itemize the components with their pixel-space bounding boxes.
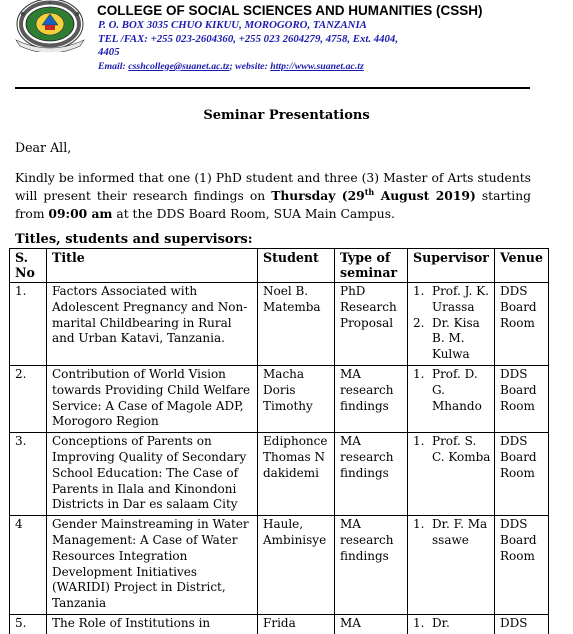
header-venue: Venue [495,249,549,283]
announcement-paragraph [15,170,531,223]
cell-title: The Role of Institutions in [47,614,258,633]
cell-student: Frida [258,614,335,633]
table-row [10,614,549,633]
cell-title: Gender Mainstreaming in Water Management: A Case of Water Resources Integration Development Initiatives (WARIDI) Project in District, Tanzania [47,516,258,615]
cell-supervisors [408,433,495,516]
cell-student: Macha Doris Timothy [258,365,335,432]
header-student: Student [258,249,335,283]
postal-address: P. O. BOX 3035 CHUO KIKUU, MOROGORO, TANZANIA [98,19,367,31]
phone-fax: TEL /FAX: +255 023-2604360, +255 023 2604279, 4758, Ext. 4404, [98,33,399,45]
supervisor-item: 2. Dr. Kisa B. M. Kulwa [413,315,480,362]
cell-type: MA research findings [335,433,408,516]
header-divider [15,87,530,89]
cell-supervisors [408,365,495,432]
announcement-text-1: Kindly be informed that one (1) PhD student and three (3) Master of Arts students will present their research findings on [15,171,531,203]
website-label: ; website: [229,61,268,72]
cell-sno: 4 [10,516,47,615]
seminar-table [9,248,549,634]
cell-venue: DDS Board Room [495,365,549,432]
college-name: COLLEGE OF SOCIAL SCIENCES AND HUMANITIES (CSSH) [97,3,483,18]
email-label: Email: [98,61,126,72]
seminar-time: 09:00 am [48,206,113,221]
table-row [10,433,549,516]
cell-venue: DDS Board Room [495,433,549,516]
section-title: Titles, students and supervisors: [15,232,253,247]
greeting: Dear All, [15,140,72,155]
supervisor-item: 1. Dr. [413,615,450,630]
announcement-text-3: at the DDS Board Room, SUA Main Campus. [116,207,395,221]
cell-sno: 1. [10,283,47,366]
cell-title: Conceptions of Parents on Improving Quality of Secondary School Education: The Case of Parents in Ilala and Kinondoni Districts in Dar es salaam City [47,433,258,516]
header-type: Type of seminar [335,249,408,283]
table-row [10,365,549,432]
cell-title: Factors Associated with Adolescent Pregnancy and Non-marital Childbearing in Rural and Urban Katavi, Tanzania. [47,283,258,366]
cell-venue: DDS Board Room [495,283,549,366]
header-supervisor: Supervisor [408,249,495,283]
cell-student: Noel B. Matemba [258,283,335,366]
cell-type: PhD Research Proposal [335,283,408,366]
cell-student: Haule, Ambinisye [258,516,335,615]
table-row [10,516,549,615]
cell-sno: 5. [10,614,47,633]
cell-sno: 3. [10,433,47,516]
table-header-row [10,249,549,283]
cell-type: MA research findings [335,516,408,615]
cell-venue: DDS Board Room [495,516,549,615]
cell-sno: 2. [10,365,47,432]
header-sno: S. No [10,249,47,283]
header-title: Title [47,249,258,283]
supervisor-item: 1. Dr. F. Massawe [413,517,488,547]
cell-type: MA [335,614,408,633]
table-row [10,283,549,366]
phone-fax-continued: 4405 [98,46,120,58]
website-link[interactable]: http://www.suanet.ac.tz [270,61,364,72]
seminar-day: Thursday (29th August 2019) [271,186,476,203]
cell-venue: DDS [495,614,549,633]
supervisor-item: 1. Prof. D. G. Mhando [413,366,482,413]
cell-supervisors [408,283,495,366]
cell-student: Ediphonce Thomas Ndakidemi [258,433,335,516]
document-heading: Seminar Presentations [203,108,370,123]
email-link[interactable]: csshcollege@suanet.ac.tz [128,61,230,72]
cell-title: Contribution of World Vision towards Providing Child Welfare Service: A Case of Magole ADP, Morogoro Region [47,365,258,432]
cell-supervisors [408,614,495,633]
supervisor-item: 1. Prof. S. C. Komba [413,434,491,464]
university-seal-icon [10,0,88,52]
cell-type: MA research findings [335,365,408,432]
supervisor-item: 1. Prof. J. K. Urassa [413,284,489,314]
contact-line [98,61,364,72]
announcement-text-2: starting from [15,189,531,221]
cell-supervisors [408,516,495,615]
